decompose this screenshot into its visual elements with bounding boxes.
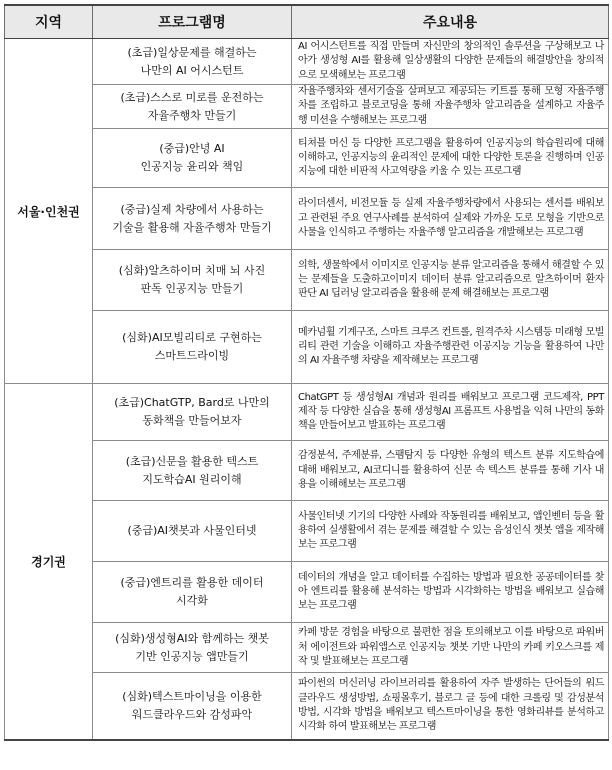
header-content: 주요내용: [292, 5, 609, 39]
program-name-line: 기술을 활용해 자율주행차 만들기: [112, 220, 272, 234]
program-name-cell: [93, 441, 292, 501]
program-name-cell: [93, 501, 292, 562]
header-program: 프로그램명: [93, 5, 292, 39]
table-row: [5, 673, 609, 740]
program-content-cell: 자율주행차와 센서기술을 살펴보고 제공되는 키트를 통해 모형 자율주행차를 조립하고 블로코딩을 통해 자율주행차 알고리즘을 설계하고 자율주행 미션을 수행해보는 프로그램: [292, 85, 609, 129]
table-row: [5, 311, 609, 384]
program-name-line: 지도학습AI 원리이해: [142, 472, 242, 486]
region-cell: 서울·인천권: [5, 39, 93, 384]
program-content-cell: 티쳐블 머신 등 다양한 프로그램을 활용하여 인공지능의 학습원리에 대해 이해하고, 인공지능의 윤리적인 문제에 대한 다양한 토론을 진행하며 인공지능에 대한 비판적 사고역량을 키울 수 있는 프로그램: [292, 129, 609, 188]
program-name-line: 기반 인공지능 앱만들기: [135, 649, 249, 663]
program-content-cell: 사물인터넷 기기의 다양한 사례와 작동원리를 배워보고, 앱인벤터 등을 활용하여 실생활에서 겪는 문제를 해결할 수 있는 음성인식 챗봇 앱을 제작해보는 프로그램: [292, 501, 609, 562]
table-row: [5, 501, 609, 562]
program-content-cell: 카페 방문 경험을 바탕으로 불편한 점을 토의해보고 이를 바탕으로 파워버처 에이전트와 파워앱스로 인공지능 챗봇 기반 나만의 카페 키오스크를 제작 및 발표해보는 프로그램: [292, 623, 609, 673]
table-header-row: [5, 5, 609, 39]
program-table-container: [4, 4, 608, 741]
program-name-cell: [93, 562, 292, 623]
table-row: [5, 188, 609, 250]
program-name-line: (초급)스스로 미로를 운전하는: [120, 90, 264, 104]
program-name-line: (초급)신문을 활용한 텍스트: [125, 454, 259, 468]
table-row: [5, 562, 609, 623]
program-name-line: 자율주행차 만들기: [147, 108, 237, 122]
table-row: [5, 441, 609, 501]
program-name-line: (초급)일상문제를 해결하는: [127, 45, 257, 59]
program-name-cell: [93, 129, 292, 188]
program-content-cell: 데이터의 개념을 알고 데이터를 수집하는 방법과 필요한 공공데이터를 찾아 엔트리를 활용해 분석하는 방법과 시각화하는 방법을 배워보고 실습해보는 프로그램: [292, 562, 609, 623]
program-name-line: 나만의 AI 어시스턴트: [140, 63, 244, 77]
program-content-cell: 의학, 생물학에서 이미지로 인공지능 분류 알고리즘을 통해서 해결할 수 있는 문제들을 도출하고이미지 데이터 분류 알고리즘으로 알츠하이머 환자 판단 AI 딥러닝 알고리즘을 활용해 문제 해결해보는 프로그램: [292, 250, 609, 311]
program-name-line: (심화)텍스트마이닝을 이용한: [122, 689, 262, 703]
table-body: [5, 39, 609, 740]
table-row: [5, 39, 609, 85]
program-name-line: 동화책을 만들어보자: [142, 414, 242, 428]
program-name-line: (심화)생성형AI와 함께하는 챗봇: [115, 631, 269, 645]
program-name-line: (중급)실제 차량에서 사용하는: [120, 202, 264, 216]
table-row: [5, 623, 609, 673]
program-name-line: (초급)ChatGTP, Bard로 나만의: [114, 396, 270, 410]
program-name-cell: [93, 188, 292, 250]
program-content-cell: AI 어시스턴트를 직접 만들며 자신만의 창의적인 솔루션을 구상해보고 나아가 생성형 AI를 활용해 일상생활의 다양한 문제들의 해결방안을 창의적으로 모색해보는 프로그램: [292, 39, 609, 85]
program-content-cell: 라이더센서, 비전모듈 등 실제 자율주행차량에서 사용되는 센서를 배워보고 관련된 주요 연구사례를 분석하여 실제와 가까운 도로 모형을 기반으로 사물을 인식하고 주행하는 자율주행 알고리즘을 개발해보는 프로그램: [292, 188, 609, 250]
program-name-line: (심화)알츠하이머 치매 뇌 사진: [118, 264, 266, 278]
program-name-line: 인공지능 윤리와 책임: [140, 160, 244, 174]
program-name-line: (중급)엔트리를 활용한 데이터: [120, 576, 264, 590]
program-name-line: (중급)안녕 AI: [159, 142, 225, 156]
program-name-line: 스마트드라이빙: [154, 349, 230, 363]
program-name-cell: [93, 250, 292, 311]
program-name-line: 판독 인공지능 만들기: [140, 282, 244, 296]
table-row: [5, 250, 609, 311]
program-name-cell: [93, 39, 292, 85]
program-name-line: 워드클라우드와 감성파악: [131, 707, 253, 721]
program-name-cell: [93, 85, 292, 129]
table-row: [5, 384, 609, 441]
program-content-cell: 파이썬의 머신러닝 라이브러리를 활용하여 자주 발생하는 단어들의 워드클라우드 생성방법, 쇼핑몰후기, 블로그 글 등에 대한 크롤링 및 감성분석 방법, 시각화 방법을 배워보고 텍스트마이닝을 통한 영화리뷰를 분석하고 시각화 하여 발표해보는 프로그램: [292, 673, 609, 740]
program-content-cell: ChatGPT 등 생성형AI 개념과 원리를 배워보고 프로그램 코드제작, PPT 제작 등 다양한 실습을 통해 생성형AI 프롬프트 사용법을 익혀 나만의 동화책을 만들어보고 발표하는 프로그램: [292, 384, 609, 441]
program-name-cell: [93, 623, 292, 673]
region-cell: 경기권: [5, 384, 93, 740]
program-table: [4, 4, 609, 741]
header-region: 지역: [5, 5, 93, 39]
program-name-line: (중급)AI챗봇과 사물인터넷: [127, 524, 257, 538]
program-content-cell: 메카넘휠 기계구조, 스마트 크루즈 컨트롤, 원격주차 시스템등 미래형 모빌리티 관련 기술을 이해하고 자율주행관련 이공지능 기능을 활용하여 나만의 AI 자율주행 차량을 제작해보는 프로그램: [292, 311, 609, 384]
table-row: [5, 129, 609, 188]
program-name-cell: [93, 311, 292, 384]
program-name-cell: [93, 673, 292, 740]
program-name-line: 시각화: [176, 594, 208, 608]
table-row: [5, 85, 609, 129]
program-content-cell: 감정분석, 주제분류, 스팸탐지 등 다양한 유형의 텍스트 분류 지도학습에 대해 배워보고, AI코디니를 활용하여 신문 속 텍스트 분류를 통해 기사 내용을 이해해보는 프로그램: [292, 441, 609, 501]
program-name-cell: [93, 384, 292, 441]
program-name-line: (심화)AI모빌리티로 구현하는: [122, 331, 262, 345]
